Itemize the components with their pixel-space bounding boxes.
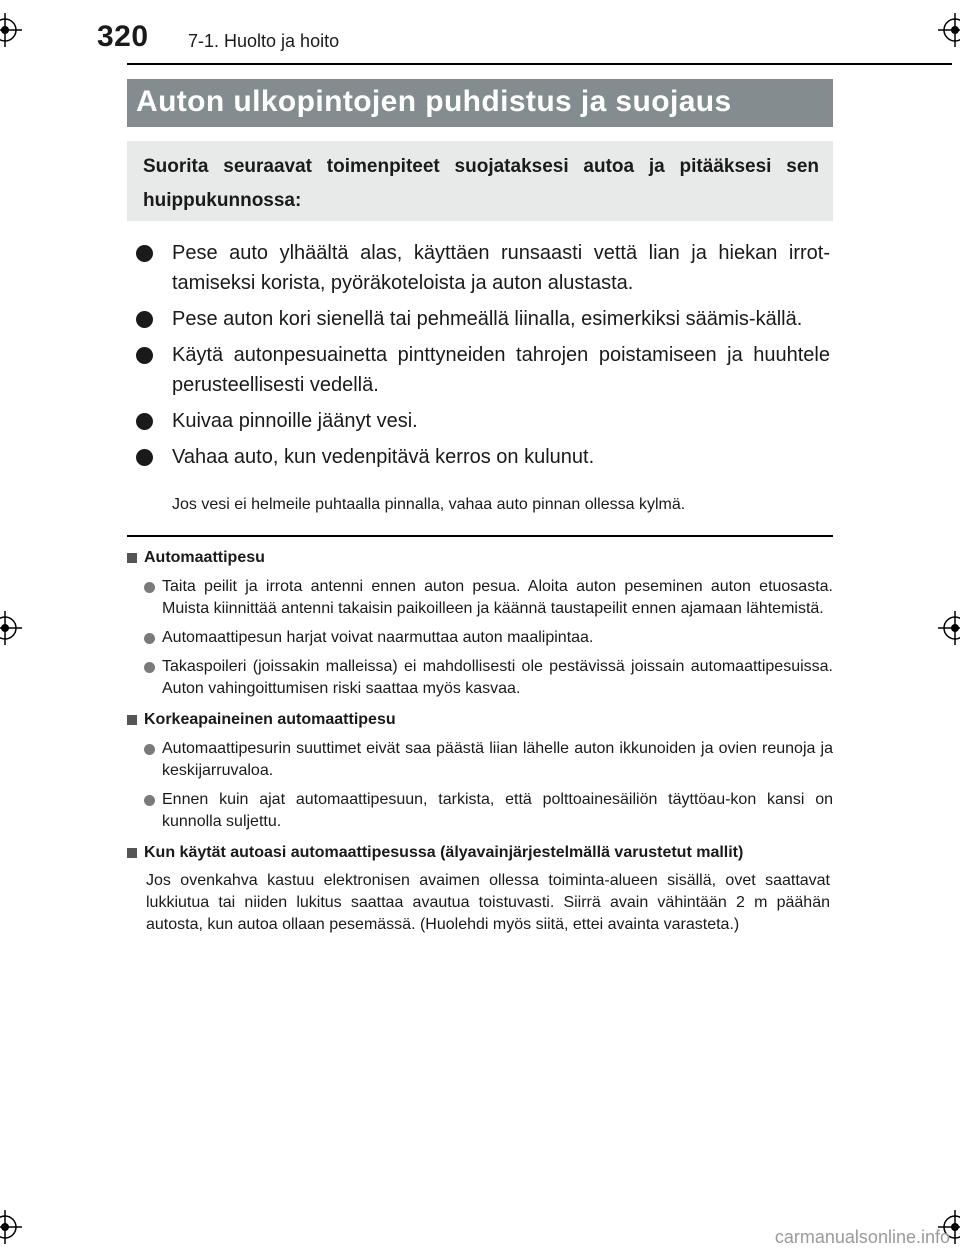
intro-text: Suorita seuraavat toimenpiteet suojataksesi autoa ja pitääksesi sen huippukunnossa: — [143, 156, 819, 211]
note-item-text: Ennen kuin ajat automaattipesuun, tarkista, että polttoainesäiliön täyttöau-kon kansi on kunnolla suljettu. — [162, 791, 833, 830]
bullet-icon — [136, 413, 153, 430]
note-item — [127, 576, 833, 620]
instruction-text: Kuivaa pinnoille jäänyt vesi. — [172, 410, 418, 432]
note-heading-text: Automaattipesu — [144, 549, 265, 566]
registration-mark-icon — [0, 611, 22, 645]
bullet-icon — [136, 311, 153, 328]
square-icon — [127, 715, 137, 725]
header-divider — [127, 63, 952, 65]
note-item — [127, 738, 833, 782]
bullet-icon — [136, 347, 153, 364]
note-heading — [127, 709, 833, 731]
note-heading-text: Korkeapaineinen automaattipesu — [144, 711, 396, 728]
instruction-item — [130, 238, 830, 298]
note-item — [127, 627, 833, 649]
section-label: 7-1. Huolto ja hoito — [188, 31, 340, 51]
bullet-icon — [144, 744, 155, 755]
page-title: Auton ulkopintojen puhdistus ja suojaus — [136, 85, 732, 118]
bullet-icon — [144, 795, 155, 806]
note-item — [127, 656, 833, 700]
registration-mark-icon — [938, 13, 960, 47]
note-paragraph: Jos ovenkahva kastuu elektronisen avaimen ollessa toiminta-alueen sisällä, ovet saattavat lukkiutua tai niiden lukitus saattaa avautua toistuvasti. Siirrä avain vähintään 2 m päähän autosta, kun autoa ollaan pesemässä. (Huolehdi myös siitä, ettei avainta varasteta.) — [146, 872, 830, 933]
section-divider — [127, 535, 833, 537]
square-icon — [127, 553, 137, 563]
bullet-icon — [144, 633, 155, 644]
instruction-item — [130, 442, 830, 472]
instruction-item — [130, 340, 830, 400]
bullet-icon — [136, 245, 153, 262]
note-item-text: Automaattipesun harjat voivat naarmuttaa auton maalipintaa. — [162, 629, 594, 646]
square-icon — [127, 848, 137, 858]
instruction-text: Käytä autonpesuainetta pinttyneiden tahrojen poistamiseen ja huuhtele perusteellisesti vedellä. — [172, 344, 830, 396]
instruction-text: Pese auto ylhäältä alas, käyttäen runsaasti vettä lian ja hiekan irrot-tamiseksi korista, pyöräkoteloista ja auton alustasta. — [172, 242, 830, 294]
watermark-text: carmanualsonline.info — [774, 1227, 950, 1247]
note-item-text: Automaattipesurin suuttimet eivät saa päästä liian lähelle auton ikkunoiden ja ovien reunoja ja keskijarruvaloa. — [162, 740, 833, 779]
note-item — [127, 789, 833, 833]
note-heading — [127, 842, 833, 864]
instruction-list — [130, 238, 830, 478]
note-item-text: Taita peilit ja irrota antenni ennen auton pesua. Aloita auton peseminen auton etuosasta. Muista kiinnittää antenni takaisin paikoilleen ja käännä taustapeilit ennen ajamaan lähtemistä. — [162, 578, 833, 617]
bullet-icon — [144, 662, 155, 673]
page-number: 320 — [97, 20, 149, 53]
registration-mark-icon — [938, 611, 960, 645]
notes-section — [127, 543, 833, 936]
note-item-text: Takaspoileri (joissakin malleissa) ei mahdollisesti ole pestävissä joissain automaattipesuissa. Auton vahingoittumisen riski saattaa myös kasvaa. — [162, 658, 833, 697]
instruction-item — [130, 406, 830, 436]
bullet-icon — [136, 449, 153, 466]
instruction-item — [130, 304, 830, 334]
instruction-text: Pese auton kori sienellä tai pehmeällä liinalla, esimerkiksi säämis-källä. — [172, 308, 803, 330]
registration-mark-icon — [0, 13, 22, 47]
note-heading — [127, 547, 833, 569]
note-heading-text: Kun käytät autoasi automaattipesussa (älyavainjärjestelmällä varustetut mallit) — [144, 844, 744, 861]
instruction-text: Vahaa auto, kun vedenpitävä kerros on kulunut. — [172, 446, 595, 468]
registration-mark-icon — [0, 1210, 22, 1244]
bullet-note: Jos vesi ei helmeile puhtaalla pinnalla, vahaa auto pinnan ollessa kylmä. — [172, 496, 686, 513]
bullet-icon — [144, 582, 155, 593]
